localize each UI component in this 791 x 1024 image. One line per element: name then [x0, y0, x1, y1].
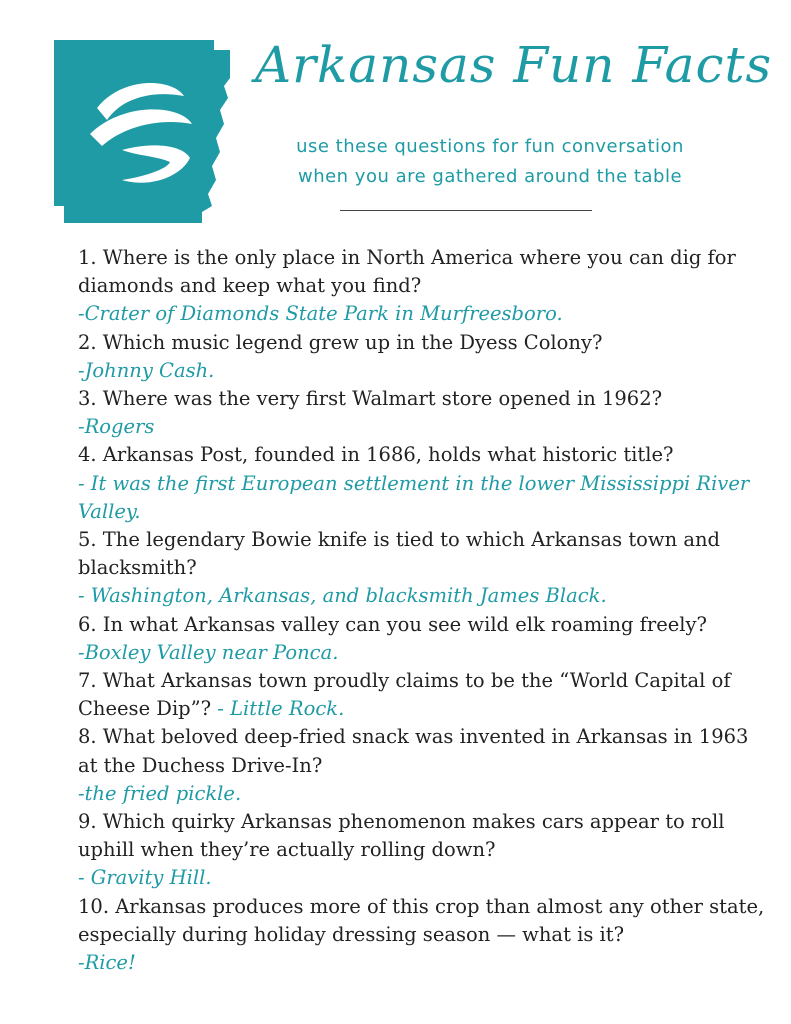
facts-list — [78, 244, 768, 977]
subtitle-line-2: when you are gathered around the table — [297, 166, 683, 187]
question-7-text: 7. What Arkansas town proudly claims to be the “World Capital of Cheese Dip”? — [78, 669, 731, 721]
subtitle — [255, 132, 725, 192]
question-3: 3. Where was the very first Walmart store opened in 1962? — [78, 387, 663, 411]
page-title: Arkansas Fun Facts — [255, 36, 773, 94]
question-1: 1. Where is the only place in North America where you can dig for diamonds and keep what you find? — [78, 246, 736, 298]
answer-3: -Rogers — [78, 415, 155, 439]
answer-4: - It was the first European settlement in the lower Mississippi River Valley. — [78, 471, 750, 523]
question-4: 4. Arkansas Post, founded in 1686, holds what historic title? — [78, 443, 674, 467]
answer-2: -Johnny Cash. — [78, 358, 215, 382]
answer-7: - Little Rock. — [217, 697, 345, 721]
divider — [340, 210, 592, 211]
question-8: 8. What beloved deep-fried snack was invented in Arkansas in 1963 at the Duchess Drive-In? — [78, 725, 749, 777]
answer-6: -Boxley Valley near Ponca. — [78, 640, 339, 664]
arkansas-state-outline-icon — [52, 38, 232, 223]
question-2: 2. Which music legend grew up in the Dyess Colony? — [78, 330, 603, 354]
answer-9: - Gravity Hill. — [78, 866, 212, 890]
answer-8: -the fried pickle. — [78, 781, 242, 805]
answer-10: -Rice! — [78, 951, 136, 975]
question-10: 10. Arkansas produces more of this crop than almost any other state, especially during holiday dressing season — what is it? — [78, 894, 765, 946]
question-7 — [78, 667, 768, 723]
answer-1: -Crater of Diamonds State Park in Murfreesboro. — [78, 302, 563, 326]
subtitle-line-1: use these questions for fun conversation — [296, 136, 684, 157]
answer-5: - Washington, Arkansas, and blacksmith James Black. — [78, 584, 607, 608]
question-5: 5. The legendary Bowie knife is tied to which Arkansas town and blacksmith? — [78, 528, 721, 580]
question-6: 6. In what Arkansas valley can you see wild elk roaming freely? — [78, 612, 708, 636]
question-9: 9. Which quirky Arkansas phenomenon makes cars appear to roll uphill when they’re actually rolling down? — [78, 810, 725, 862]
